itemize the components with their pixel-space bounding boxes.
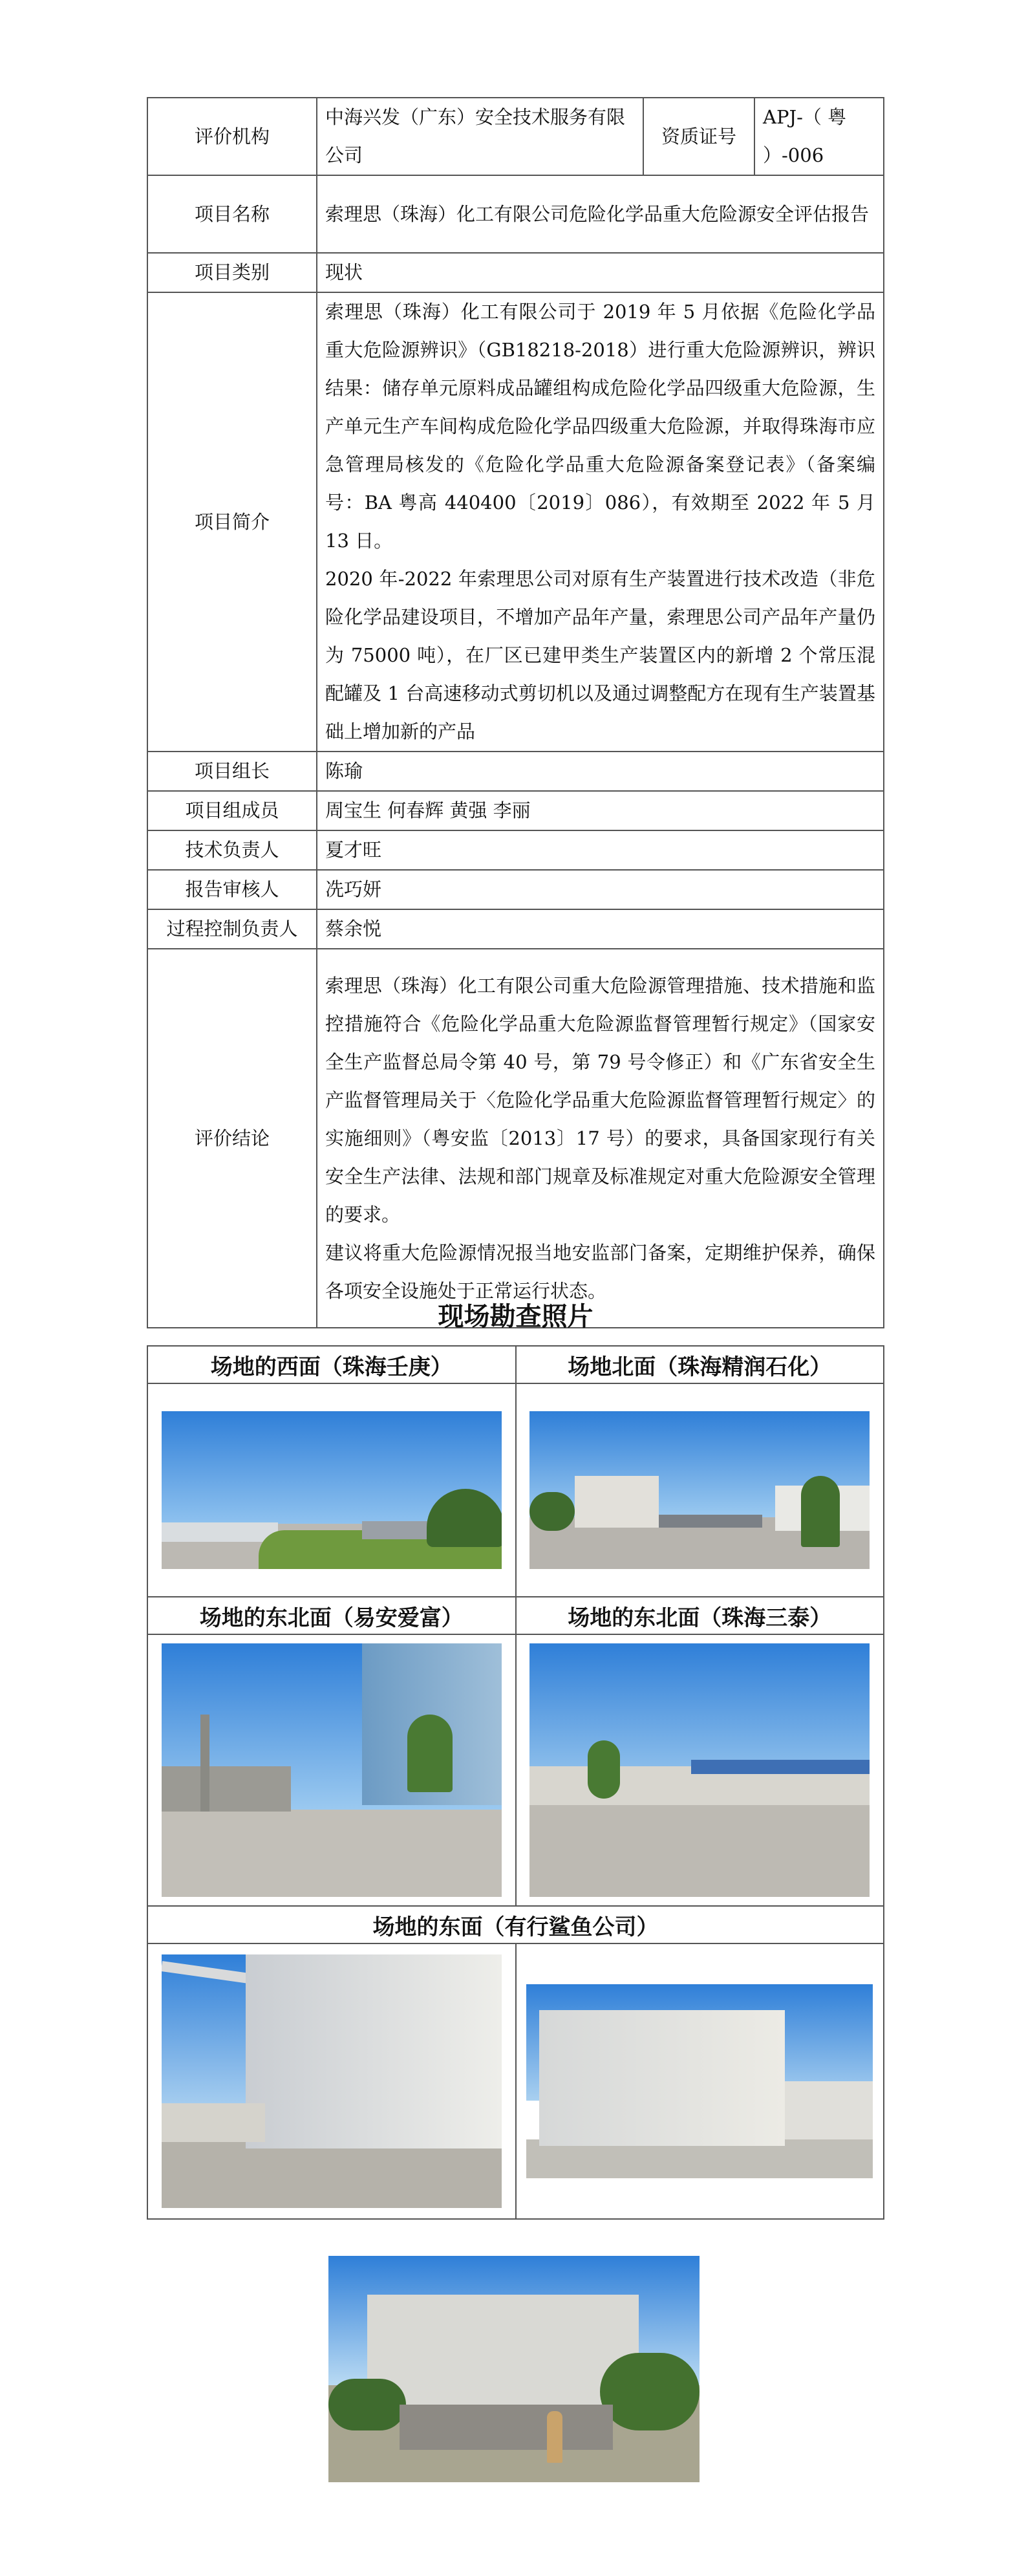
conclusion-paragraph-1: 索理思（珠海）化工有限公司重大危险源管理措施、技术措施和监控措施符合《危险化学品重大危险源监督管理暂行规定》（国家安全生产监督总局令第 40 号，第 79 号令修正）和《广东省安全生产监督管理局关于〈危险化学品重大危险源监督管理暂行规定〉的实施细则》（粤安监〔2013〕17 号）的要求，具备国家现行有关安全生产法律、法规和部门规章及标准规定对重大危险源安全管理的要求。 [325,974,875,1226]
tree [407,1715,453,1792]
photo-cell-east-2 [516,1943,884,2219]
site-photos-title: 现场勘查照片 [438,1302,593,1332]
project-name-label: 项目名称 [147,175,317,253]
tree [588,1740,620,1799]
photo-west [162,1411,502,1569]
photo-cell-east-1 [147,1943,516,2219]
plant-structures [162,1766,291,1812]
leader-value: 陈瑜 [317,752,884,791]
caption-west: 场地的西面（珠海壬庚） [147,1346,516,1383]
factory-building [162,1522,278,1542]
eval-org-value: 中海兴发（广东）安全技术服务有限公司 [317,98,643,175]
tree [801,1476,840,1547]
photo-east-2 [526,1984,873,2178]
low-building [785,2081,873,2139]
eval-org-label: 评价机构 [147,98,317,175]
caption-northeast-2: 场地的东北面（珠海三泰） [516,1597,884,1634]
reviewer-label: 报告审核人 [147,870,317,909]
summary-paragraph-1: 索理思（珠海）化工有限公司于 2019 年 5 月依据《危险化学品重大危险源辨识》（GB18218-2018）进行重大危险源辨识，辨识结果：储存单元原料成品罐组构成危险化学品四级重大危险源，生产单元生产车间构成危险化学品四级重大危险源，并取得珠海市应急管理局核发的《危险化学品重大危险源备案登记表》（备案编号：BA 粤高 440400〔2019〕086），有效期至 2022 年 5 月 13 日。 [325,301,875,552]
caption-east: 场地的东面（有行鲨鱼公司） [147,1906,884,1943]
photo-cell-northeast-1 [147,1634,516,1906]
road [162,1810,502,1897]
canopy-roof [691,1760,870,1774]
factory-building [539,2010,785,2146]
person [547,2411,562,2463]
cert-value: APJ-（ 粤 ）-006 [754,98,884,175]
project-type-label: 项目类别 [147,253,317,292]
photo-northeast-2 [529,1643,870,1897]
office-building [575,1476,659,1528]
photo-cell-northeast-2 [516,1634,884,1906]
road [529,1803,870,1897]
reviewer-value: 冼巧妍 [317,870,884,909]
conclusion-paragraph-2: 建议将重大危险源情况报当地安监部门备案，定期维护保养，确保各项安全设施处于正常运行状态。 [325,1241,875,1302]
tree [529,1492,575,1531]
building [367,2295,639,2411]
summary-label: 项目简介 [147,292,317,752]
stone-signboard [400,2405,613,2450]
summary-paragraph-2: 2020 年-2022 年索理思公司对原有生产装置进行技术改造（非危险化学品建设项目，不增加产品年产量，索理思公司产品年产量仍为 75000 吨），在厂区已建甲类生产装置区内的新增 2 个常压混配罐及 1 台高速移动式剪切机以及通过调整配方在现有生产装置基础上增加新的产品 [325,568,875,742]
cert-label: 资质证号 [643,98,754,175]
photo-company-signboard [328,2256,700,2482]
tree [328,2379,406,2430]
tall-building [246,1954,502,2148]
photo-northeast-1 [162,1643,502,1897]
photo-cell-west [147,1383,516,1597]
process-control-value: 蔡余悦 [317,909,884,949]
tech-lead-value: 夏才旺 [317,830,884,870]
low-building [162,2103,265,2142]
members-label: 项目组成员 [147,791,317,830]
process-control-label: 过程控制负责人 [147,909,317,949]
photo-north [529,1411,870,1569]
project-type-value: 现状 [317,253,884,292]
gate [659,1515,762,1528]
chimney [200,1715,209,1812]
caption-north: 场地北面（珠海精润石化） [516,1346,884,1383]
members-value: 周宝生 何春辉 黄强 李丽 [317,791,884,830]
conclusion-value [317,949,884,1328]
tech-lead-label: 技术负责人 [147,830,317,870]
leader-label: 项目组长 [147,752,317,791]
tree [600,2353,700,2430]
photo-cell-north [516,1383,884,1597]
conclusion-label: 评价结论 [147,949,317,1328]
project-info-table [147,97,884,1328]
summary-value [317,292,884,752]
project-name-value: 索理思（珠海）化工有限公司危险化学品重大危险源安全评估报告 [317,175,884,253]
photo-east-1 [162,1954,502,2208]
caption-northeast-1: 场地的东北面（易安爱富） [147,1597,516,1634]
site-photos-table [147,1345,884,2220]
